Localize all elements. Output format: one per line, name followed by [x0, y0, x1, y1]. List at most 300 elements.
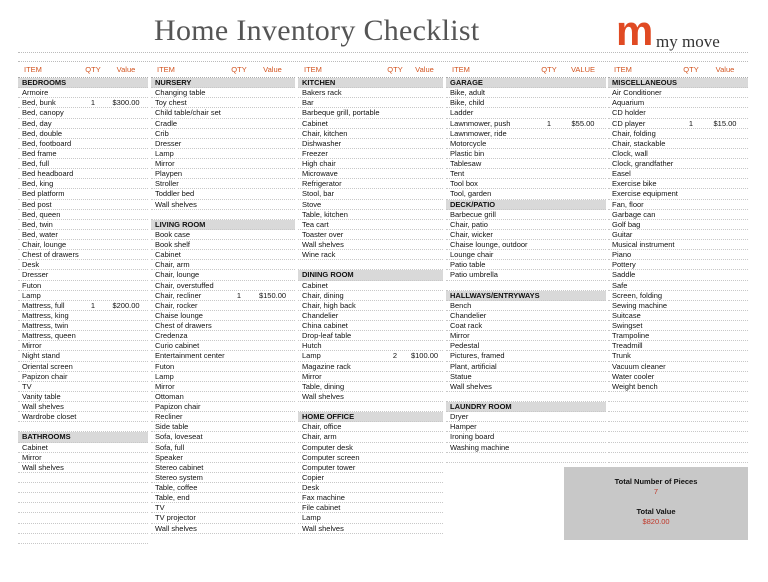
- table-row[interactable]: [298, 351, 443, 361]
- item-name: Barbecue grill: [450, 209, 496, 219]
- table-row[interactable]: [298, 311, 443, 321]
- table-row[interactable]: [446, 270, 606, 280]
- table-row[interactable]: [608, 149, 748, 159]
- table-row[interactable]: [18, 291, 148, 301]
- table-row[interactable]: [298, 402, 443, 412]
- item-name: Chair, dining: [302, 290, 344, 300]
- table-row[interactable]: [446, 250, 606, 260]
- item-name: Bed, king: [22, 179, 54, 189]
- table-row[interactable]: [446, 362, 606, 372]
- table-row[interactable]: [298, 483, 443, 493]
- table-row[interactable]: [608, 98, 748, 108]
- item-name: Lounge chair: [450, 250, 494, 260]
- table-row[interactable]: [18, 200, 148, 210]
- table-row[interactable]: [446, 321, 606, 331]
- item-name: Stool, bar: [302, 189, 335, 199]
- table-row[interactable]: [151, 503, 295, 513]
- table-row[interactable]: [608, 392, 748, 402]
- table-row[interactable]: [151, 98, 295, 108]
- item-name: Bed post: [22, 199, 52, 209]
- item-name: Hamper: [450, 422, 477, 432]
- item-name: Computer tower: [302, 462, 356, 472]
- item-name: Wall shelves: [22, 462, 64, 472]
- table-row[interactable]: [298, 422, 443, 432]
- table-row[interactable]: [608, 301, 748, 311]
- table-row[interactable]: [446, 88, 606, 98]
- item-name: Sofa, full: [155, 442, 185, 452]
- item-name: Computer screen: [302, 452, 360, 462]
- table-row[interactable]: [608, 159, 748, 169]
- item-name: Chair, overstuffed: [155, 280, 214, 290]
- table-row[interactable]: [18, 301, 148, 311]
- table-row[interactable]: [151, 210, 295, 220]
- table-row[interactable]: [608, 179, 748, 189]
- table-row[interactable]: [298, 301, 443, 311]
- table-row[interactable]: [18, 341, 148, 351]
- item-name: Wall shelves: [302, 523, 344, 533]
- table-row[interactable]: [151, 169, 295, 179]
- item-name: Guitar: [612, 229, 633, 239]
- table-row[interactable]: [18, 321, 148, 331]
- table-row[interactable]: [18, 270, 148, 280]
- table-row[interactable]: [446, 260, 606, 270]
- table-row[interactable]: [18, 524, 148, 534]
- total-value-value[interactable]: $820.00: [642, 517, 670, 526]
- table-row[interactable]: [446, 108, 606, 118]
- table-row[interactable]: [18, 331, 148, 341]
- table-row[interactable]: [18, 119, 148, 129]
- item-value[interactable]: $200.00: [112, 300, 140, 310]
- item-name: Bed, footboard: [22, 138, 72, 148]
- table-row[interactable]: [151, 301, 295, 311]
- table-row[interactable]: [446, 119, 606, 129]
- item-qty[interactable]: 1: [90, 98, 96, 108]
- item-name: Mirror: [22, 452, 42, 462]
- room-name: NURSERY: [155, 78, 192, 88]
- room-name: HALLWAYS/ENTRYWAYS: [450, 290, 540, 300]
- column-header-row: [298, 62, 443, 78]
- table-row[interactable]: [151, 291, 295, 301]
- item-name: Wall shelves: [302, 391, 344, 401]
- table-row[interactable]: [151, 341, 295, 351]
- table-row[interactable]: [151, 524, 295, 534]
- table-row[interactable]: [608, 230, 748, 240]
- item-name: Pictures, framed: [450, 351, 505, 361]
- item-name: Bed, bunk: [22, 98, 56, 108]
- table-row[interactable]: [18, 149, 148, 159]
- column-header-row: [446, 62, 606, 78]
- table-row[interactable]: [18, 372, 148, 382]
- item-name: Bakers rack: [302, 88, 342, 98]
- item-name: Clock, grandfather: [612, 159, 674, 169]
- table-row[interactable]: [298, 129, 443, 139]
- table-row[interactable]: [298, 139, 443, 149]
- item-name: Book case: [155, 229, 191, 239]
- table-row[interactable]: [18, 240, 148, 250]
- table-row[interactable]: [151, 443, 295, 453]
- table-row[interactable]: [151, 189, 295, 199]
- room-name: BATHROOMS: [22, 432, 71, 442]
- table-row[interactable]: [18, 513, 148, 523]
- table-row[interactable]: [18, 159, 148, 169]
- item-name: Vacuum cleaner: [612, 361, 666, 371]
- table-row[interactable]: [151, 129, 295, 139]
- table-row[interactable]: [18, 463, 148, 473]
- table-row[interactable]: [151, 473, 295, 483]
- table-row[interactable]: [446, 372, 606, 382]
- table-row[interactable]: [446, 149, 606, 159]
- table-row[interactable]: [298, 372, 443, 382]
- table-row[interactable]: [18, 382, 148, 392]
- table-row[interactable]: [608, 129, 748, 139]
- table-row[interactable]: [446, 331, 606, 341]
- table-row[interactable]: [608, 402, 748, 412]
- table-row[interactable]: [446, 129, 606, 139]
- table-row[interactable]: [298, 98, 443, 108]
- table-row[interactable]: [608, 240, 748, 250]
- item-name: Suitcase: [612, 310, 641, 320]
- table-row[interactable]: [608, 270, 748, 280]
- item-name: Cabinet: [302, 280, 328, 290]
- item-name: Fax machine: [302, 493, 345, 503]
- table-row[interactable]: [18, 98, 148, 108]
- table-row[interactable]: [151, 422, 295, 432]
- item-qty[interactable]: 1: [236, 290, 242, 300]
- table-row[interactable]: [18, 351, 148, 361]
- table-row[interactable]: [608, 189, 748, 199]
- table-row[interactable]: [18, 311, 148, 321]
- table-row[interactable]: [608, 422, 748, 432]
- table-row[interactable]: [151, 311, 295, 321]
- table-row[interactable]: [608, 108, 748, 118]
- table-row[interactable]: [151, 270, 295, 280]
- item-name: Hutch: [302, 341, 322, 351]
- table-row[interactable]: [298, 453, 443, 463]
- table-row[interactable]: [446, 351, 606, 361]
- table-row[interactable]: [151, 321, 295, 331]
- table-row[interactable]: [151, 331, 295, 341]
- item-name: Safe: [612, 280, 628, 290]
- table-row[interactable]: [151, 230, 295, 240]
- table-row[interactable]: [151, 179, 295, 189]
- table-row[interactable]: [18, 129, 148, 139]
- table-row[interactable]: [446, 422, 606, 432]
- table-row[interactable]: [298, 392, 443, 402]
- table-row[interactable]: [18, 503, 148, 513]
- item-name: Lamp: [155, 148, 174, 158]
- table-row[interactable]: [446, 159, 606, 169]
- table-row[interactable]: [298, 260, 443, 270]
- item-name: Chair, kitchen: [302, 128, 348, 138]
- table-row[interactable]: [446, 139, 606, 149]
- item-name: China cabinet: [302, 321, 348, 331]
- room-header: [151, 78, 295, 88]
- table-row[interactable]: [18, 250, 148, 260]
- table-row[interactable]: [608, 443, 748, 453]
- table-row[interactable]: [608, 372, 748, 382]
- item-name: Toddler bed: [155, 189, 195, 199]
- table-row[interactable]: [446, 281, 606, 291]
- column-header-item: ITEM: [24, 65, 42, 74]
- table-row[interactable]: [151, 402, 295, 412]
- table-row[interactable]: [18, 179, 148, 189]
- item-name: Tool, garden: [450, 189, 492, 199]
- table-row[interactable]: [446, 311, 606, 321]
- table-row[interactable]: [151, 119, 295, 129]
- item-name: Cabinet: [22, 442, 48, 452]
- table-row[interactable]: [446, 443, 606, 453]
- table-row[interactable]: [151, 392, 295, 402]
- table-row[interactable]: [298, 524, 443, 534]
- table-row[interactable]: [18, 189, 148, 199]
- table-row[interactable]: [298, 108, 443, 118]
- table-row[interactable]: [298, 362, 443, 372]
- table-row[interactable]: [18, 402, 148, 412]
- table-row[interactable]: [608, 351, 748, 361]
- item-name: Tea cart: [302, 219, 329, 229]
- table-row[interactable]: [18, 473, 148, 483]
- item-name: Refrigerator: [302, 179, 342, 189]
- table-row[interactable]: [18, 362, 148, 372]
- table-row[interactable]: [298, 473, 443, 483]
- item-name: Trampoline: [612, 331, 650, 341]
- item-value[interactable]: $150.00: [258, 290, 287, 300]
- item-qty[interactable]: 1: [546, 118, 552, 128]
- table-row[interactable]: [298, 179, 443, 189]
- table-row[interactable]: [18, 260, 148, 270]
- item-name: Mirror: [302, 371, 322, 381]
- item-name: Copier: [302, 472, 325, 482]
- table-row[interactable]: [608, 362, 748, 372]
- table-row[interactable]: [18, 483, 148, 493]
- table-row[interactable]: [298, 443, 443, 453]
- table-row[interactable]: [151, 362, 295, 372]
- table-row[interactable]: [608, 311, 748, 321]
- table-row[interactable]: [151, 88, 295, 98]
- table-row[interactable]: [18, 392, 148, 402]
- table-row[interactable]: [151, 493, 295, 503]
- room-header: [446, 78, 606, 88]
- room-name: BEDROOMS: [22, 78, 67, 88]
- table-row[interactable]: [18, 412, 148, 422]
- table-row[interactable]: [298, 169, 443, 179]
- table-row[interactable]: [151, 200, 295, 210]
- table-row[interactable]: [18, 422, 148, 432]
- item-name: Wall shelves: [22, 402, 64, 412]
- item-name: Desk: [302, 483, 320, 493]
- table-row[interactable]: [298, 291, 443, 301]
- item-qty[interactable]: 2: [392, 351, 398, 361]
- table-row[interactable]: [608, 169, 748, 179]
- item-name: Statue: [450, 371, 472, 381]
- table-row[interactable]: [446, 169, 606, 179]
- table-row[interactable]: [446, 230, 606, 240]
- table-row[interactable]: [18, 493, 148, 503]
- table-row[interactable]: [298, 463, 443, 473]
- table-row[interactable]: [151, 139, 295, 149]
- column-header-item: ITEM: [452, 65, 470, 74]
- table-row[interactable]: [298, 513, 443, 523]
- table-row[interactable]: [446, 98, 606, 108]
- table-row[interactable]: [298, 240, 443, 250]
- table-row[interactable]: [298, 503, 443, 513]
- table-row[interactable]: [446, 301, 606, 311]
- inventory-column: [298, 62, 443, 540]
- table-row[interactable]: [298, 230, 443, 240]
- table-row[interactable]: [298, 210, 443, 220]
- item-name: Screen, folding: [612, 290, 663, 300]
- table-row[interactable]: [151, 351, 295, 361]
- item-name: Bed, queen: [22, 209, 61, 219]
- table-row[interactable]: [608, 119, 748, 129]
- table-row[interactable]: [446, 341, 606, 351]
- table-row[interactable]: [446, 179, 606, 189]
- column-header-qty: QTY: [387, 65, 403, 74]
- table-row[interactable]: [608, 88, 748, 98]
- table-row[interactable]: [608, 250, 748, 260]
- table-row[interactable]: [298, 220, 443, 230]
- table-row[interactable]: [298, 119, 443, 129]
- item-name: Fan, floor: [612, 199, 644, 209]
- room-name: LAUNDRY ROOM: [450, 402, 512, 412]
- table-row[interactable]: [608, 321, 748, 331]
- table-row[interactable]: [446, 240, 606, 250]
- table-row[interactable]: [151, 159, 295, 169]
- table-row[interactable]: [608, 453, 748, 463]
- table-row[interactable]: [608, 331, 748, 341]
- item-value[interactable]: $55.00: [571, 118, 595, 128]
- table-row[interactable]: [446, 210, 606, 220]
- table-row[interactable]: [151, 412, 295, 422]
- item-name: Wall shelves: [450, 381, 492, 391]
- table-row[interactable]: [608, 341, 748, 351]
- table-row[interactable]: [298, 432, 443, 442]
- table-row[interactable]: [298, 200, 443, 210]
- table-row[interactable]: [298, 88, 443, 98]
- item-name: Toy chest: [155, 98, 187, 108]
- table-row[interactable]: [446, 453, 606, 463]
- table-row[interactable]: [151, 463, 295, 473]
- table-row[interactable]: [151, 149, 295, 159]
- table-row[interactable]: [446, 220, 606, 230]
- item-name: Aquarium: [612, 98, 645, 108]
- item-name: Vanity table: [22, 391, 61, 401]
- table-row[interactable]: [18, 453, 148, 463]
- table-row[interactable]: [298, 250, 443, 260]
- table-row[interactable]: [608, 291, 748, 301]
- table-row[interactable]: [298, 341, 443, 351]
- table-row[interactable]: [608, 210, 748, 220]
- item-name: Dishwasher: [302, 138, 342, 148]
- table-row[interactable]: [298, 331, 443, 341]
- item-name: Papizon chair: [22, 371, 68, 381]
- item-name: Chaise lounge, outdoor: [450, 240, 528, 250]
- table-row[interactable]: [151, 382, 295, 392]
- table-row[interactable]: [151, 240, 295, 250]
- table-row[interactable]: [151, 260, 295, 270]
- room-name: MISCELLANEOUS: [612, 78, 678, 88]
- item-name: Mirror: [450, 331, 470, 341]
- total-pieces-value[interactable]: 7: [653, 487, 659, 496]
- item-name: Magazine rack: [302, 361, 351, 371]
- item-name: Motorcycle: [450, 138, 487, 148]
- item-name: Tent: [450, 169, 465, 179]
- table-row[interactable]: [151, 432, 295, 442]
- item-name: Exercise equipment: [612, 189, 678, 199]
- table-row[interactable]: [151, 250, 295, 260]
- table-row[interactable]: [151, 108, 295, 118]
- item-qty[interactable]: 1: [90, 300, 96, 310]
- table-row[interactable]: [446, 432, 606, 442]
- table-row[interactable]: [446, 382, 606, 392]
- table-row[interactable]: [608, 382, 748, 392]
- table-row[interactable]: [446, 189, 606, 199]
- table-row[interactable]: [298, 281, 443, 291]
- table-row[interactable]: [18, 230, 148, 240]
- table-row[interactable]: [18, 443, 148, 453]
- item-name: Chandelier: [450, 310, 487, 320]
- item-value[interactable]: $300.00: [112, 98, 140, 108]
- table-row[interactable]: [18, 88, 148, 98]
- room-header: [446, 402, 606, 412]
- item-name: Chair, patio: [450, 219, 488, 229]
- table-row[interactable]: [151, 453, 295, 463]
- room-name: HOME OFFICE: [302, 412, 355, 422]
- item-name: Bed, canopy: [22, 108, 64, 118]
- table-row[interactable]: [608, 412, 748, 422]
- item-name: Mattress, king: [22, 310, 69, 320]
- item-name: Futon: [155, 361, 175, 371]
- table-row[interactable]: [608, 260, 748, 270]
- table-row[interactable]: [298, 382, 443, 392]
- table-row[interactable]: [18, 220, 148, 230]
- table-row[interactable]: [298, 159, 443, 169]
- item-name: Ladder: [450, 108, 474, 118]
- table-row[interactable]: [18, 139, 148, 149]
- top-spacer-row: [18, 52, 748, 62]
- table-row[interactable]: [446, 392, 606, 402]
- item-name: High chair: [302, 159, 336, 169]
- item-value[interactable]: $15.00: [713, 118, 737, 128]
- item-value[interactable]: $100.00: [410, 351, 439, 361]
- table-row[interactable]: [608, 200, 748, 210]
- table-row[interactable]: [151, 513, 295, 523]
- table-row[interactable]: [18, 534, 148, 544]
- table-row[interactable]: [298, 149, 443, 159]
- table-row[interactable]: [608, 432, 748, 442]
- table-row[interactable]: [608, 220, 748, 230]
- table-row[interactable]: [298, 493, 443, 503]
- table-row[interactable]: [298, 321, 443, 331]
- item-name: Changing table: [155, 88, 206, 98]
- item-name: Water cooler: [612, 371, 655, 381]
- item-qty[interactable]: 1: [688, 118, 694, 128]
- table-row[interactable]: [18, 108, 148, 118]
- item-name: Lamp: [302, 351, 321, 361]
- table-row[interactable]: [151, 372, 295, 382]
- table-row[interactable]: [18, 210, 148, 220]
- table-row[interactable]: [608, 139, 748, 149]
- table-row[interactable]: [446, 412, 606, 422]
- table-row[interactable]: [298, 189, 443, 199]
- item-name: Treadmill: [612, 341, 643, 351]
- table-row[interactable]: [608, 281, 748, 291]
- table-row[interactable]: [18, 281, 148, 291]
- table-row[interactable]: [151, 281, 295, 291]
- item-name: TV projector: [155, 513, 196, 523]
- table-row[interactable]: [18, 169, 148, 179]
- table-row[interactable]: [151, 483, 295, 493]
